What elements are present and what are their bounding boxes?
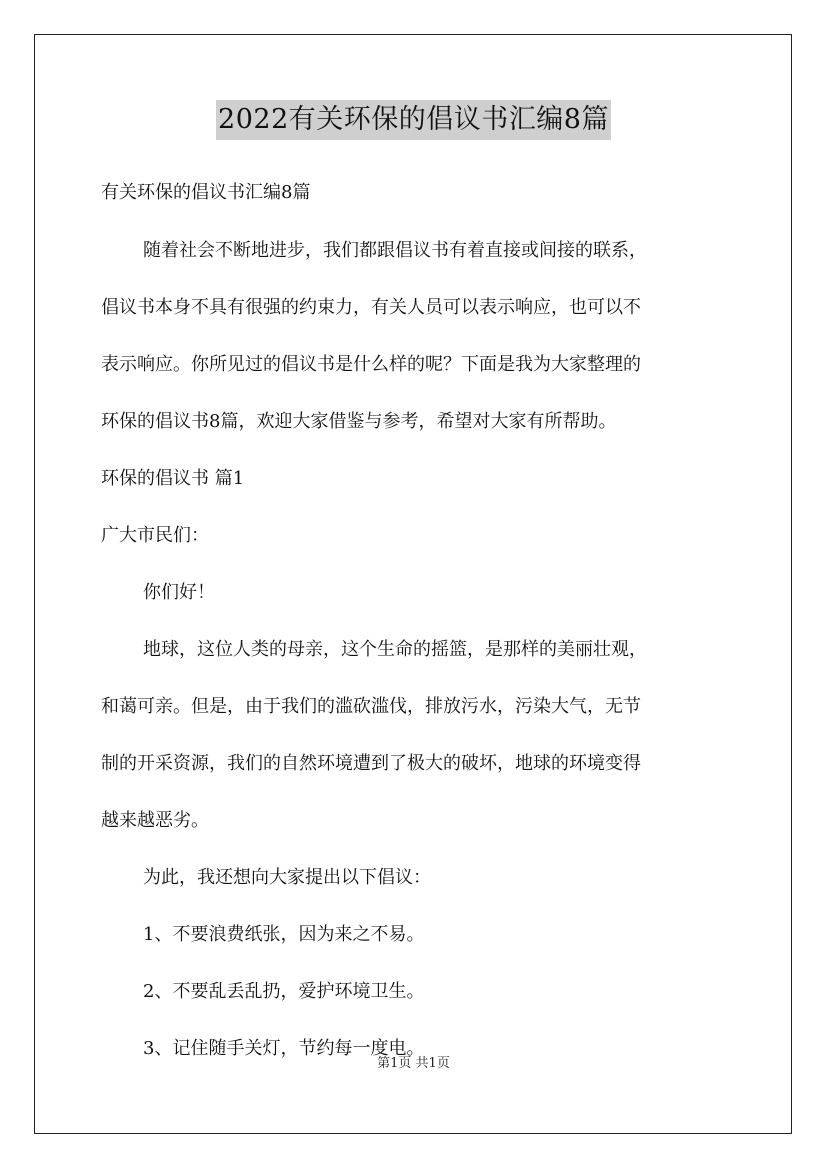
salutation: 广大市民们：: [101, 525, 209, 546]
proposal-item-2: 2、不要乱丢乱扔，爱护环境卫生。: [143, 981, 425, 1002]
intro-line-2: 倡议书本身不具有很强的约束力，有关人员可以表示响应，也可以不: [101, 297, 641, 318]
section-heading: 环保的倡议书 篇1: [101, 468, 245, 489]
title-container: [0, 100, 827, 140]
document-title: 2022有关环保的倡议书汇编8篇: [216, 100, 611, 140]
intro-line-3: 表示响应。你所见过的倡议书是什么样的呢？下面是我为大家整理的: [101, 354, 641, 375]
body-line-2: 和蔼可亲。但是，由于我们的滥砍滥伐，排放污水，污染大气，无节: [101, 696, 641, 717]
proposal-item-3: 3、记住随手关灯，节约每一度电。: [143, 1038, 425, 1059]
body-line-1: 地球，这位人类的母亲，这个生命的摇篮，是那样的美丽壮观，: [143, 639, 647, 660]
page-footer: 第1页 共1页: [377, 1056, 450, 1071]
proposal-item-1: 1、不要浪费纸张，因为来之不易。: [143, 924, 425, 945]
intro-line-4: 环保的倡议书8篇，欢迎大家借鉴与参考，希望对大家有所帮助。: [101, 411, 617, 432]
body-line-3: 制的开采资源，我们的自然环境遭到了极大的破坏，地球的环境变得: [101, 753, 641, 774]
proposal-intro: 为此，我还想向大家提出以下倡议：: [143, 867, 431, 888]
document-subtitle: 有关环保的倡议书汇编8篇: [101, 182, 311, 203]
document-body: [101, 164, 731, 1077]
body-line-4: 越来越恶劣。: [101, 810, 209, 831]
greeting: 你们好！: [143, 582, 215, 603]
intro-line-1: 随着社会不断地进步，我们都跟倡议书有着直接或间接的联系，: [143, 240, 647, 261]
